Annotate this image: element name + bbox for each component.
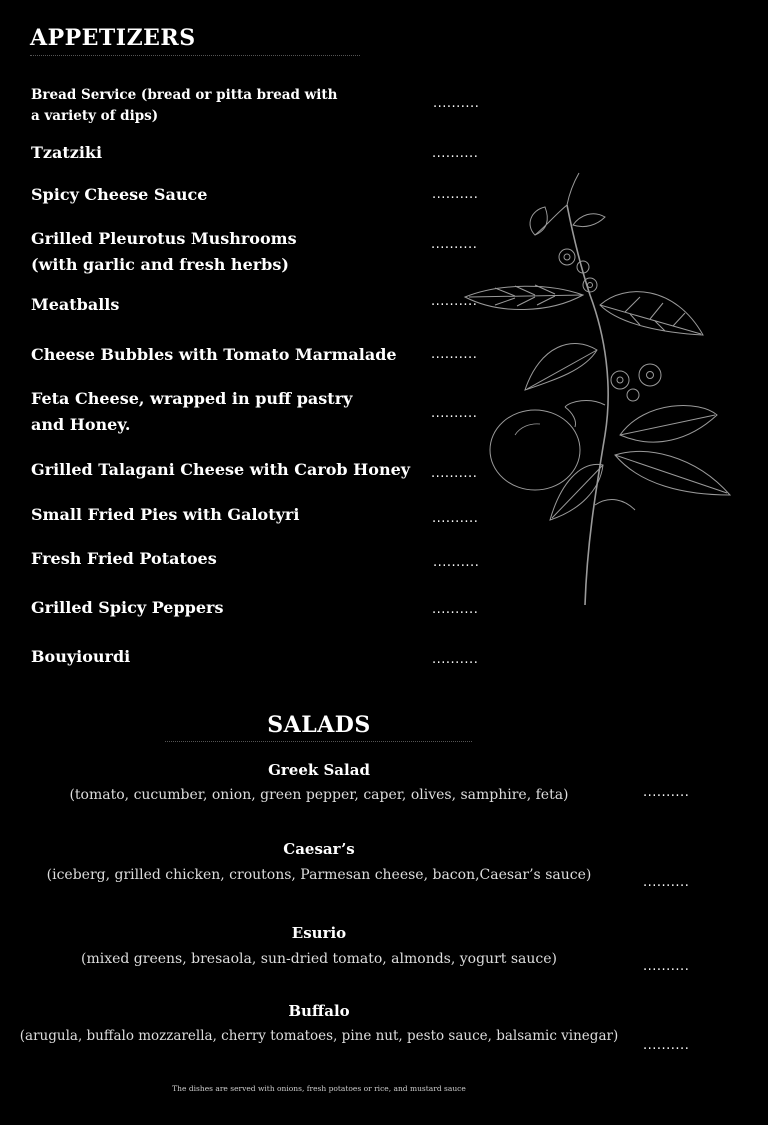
- menu-item-name: Fresh Fried Potatoes: [31, 549, 217, 568]
- menu-item-name: Bouyiourdi: [31, 647, 131, 666]
- appetizers-divider: [30, 55, 360, 56]
- menu-item-name: Spicy Cheese Sauce: [31, 185, 208, 204]
- menu-item-price: ..........: [431, 294, 478, 309]
- salad-description: (iceberg, grilled chicken, croutons, Parmesan cheese, bacon,Caesar’s sauce): [46, 867, 592, 883]
- salad-price: ..........: [643, 785, 690, 800]
- salad-name: Buffalo: [288, 1002, 350, 1020]
- menu-item-name: Meatballs: [31, 295, 120, 314]
- menu-item-name: Bread Service (bread or pitta bread with a variety of dips): [31, 87, 338, 124]
- salad-name: Esurio: [291, 924, 347, 942]
- salad-description: (mixed greens, bresaola, sun-dried tomato, almonds, yogurt sauce): [81, 951, 557, 967]
- menu-item-price: ..........: [432, 146, 479, 161]
- appetizers-title: APPETIZERS: [30, 25, 196, 51]
- menu-item-name: Grilled Spicy Peppers: [31, 598, 224, 617]
- menu-item-price: ..........: [433, 555, 480, 570]
- menu-item-name: Small Fried Pies with Galotyri: [31, 505, 300, 524]
- footnote: The dishes are served with onions, fresh potatoes or rice, and mustard sauce: [172, 1084, 466, 1093]
- menu-item-price: ..........: [431, 347, 478, 362]
- salads-title: SALADS: [267, 712, 371, 738]
- salad-description: (arugula, buffalo mozzarella, cherry tomatoes, pine nut, pesto sauce, balsamic vinegar): [19, 1028, 619, 1044]
- menu-item-price: ..........: [432, 652, 479, 667]
- menu-item-name: Grilled Talagani Cheese with Carob Honey: [31, 460, 411, 479]
- menu-item-price: ..........: [432, 602, 479, 617]
- menu-item-name: Grilled Pleurotus Mushrooms (with garlic and fresh herbs): [31, 229, 297, 274]
- menu-item-name: Feta Cheese, wrapped in puff pastry and Honey.: [31, 389, 353, 434]
- menu-item-price: ..........: [431, 237, 478, 252]
- menu-item-price: ..........: [431, 406, 478, 421]
- menu-item-price: ..........: [432, 187, 479, 202]
- salad-price: ..........: [643, 875, 690, 890]
- salad-name: Caesar’s: [283, 840, 355, 858]
- salad-name: Greek Salad: [268, 761, 370, 779]
- menu-item-price: ..........: [432, 511, 479, 526]
- salads-divider: [165, 741, 472, 742]
- menu-item-price: ..........: [431, 466, 478, 481]
- menu-item-name: Cheese Bubbles with Tomato Marmalade: [31, 345, 397, 364]
- lemon-branch-illustration-icon: [455, 165, 740, 605]
- salad-description: (tomato, cucumber, onion, green pepper, caper, olives, samphire, feta): [69, 787, 569, 803]
- salad-price: ..........: [643, 959, 690, 974]
- salad-price: ..........: [643, 1038, 690, 1053]
- menu-item-price: ..........: [433, 96, 480, 111]
- menu-item-name: Tzatziki: [31, 143, 103, 162]
